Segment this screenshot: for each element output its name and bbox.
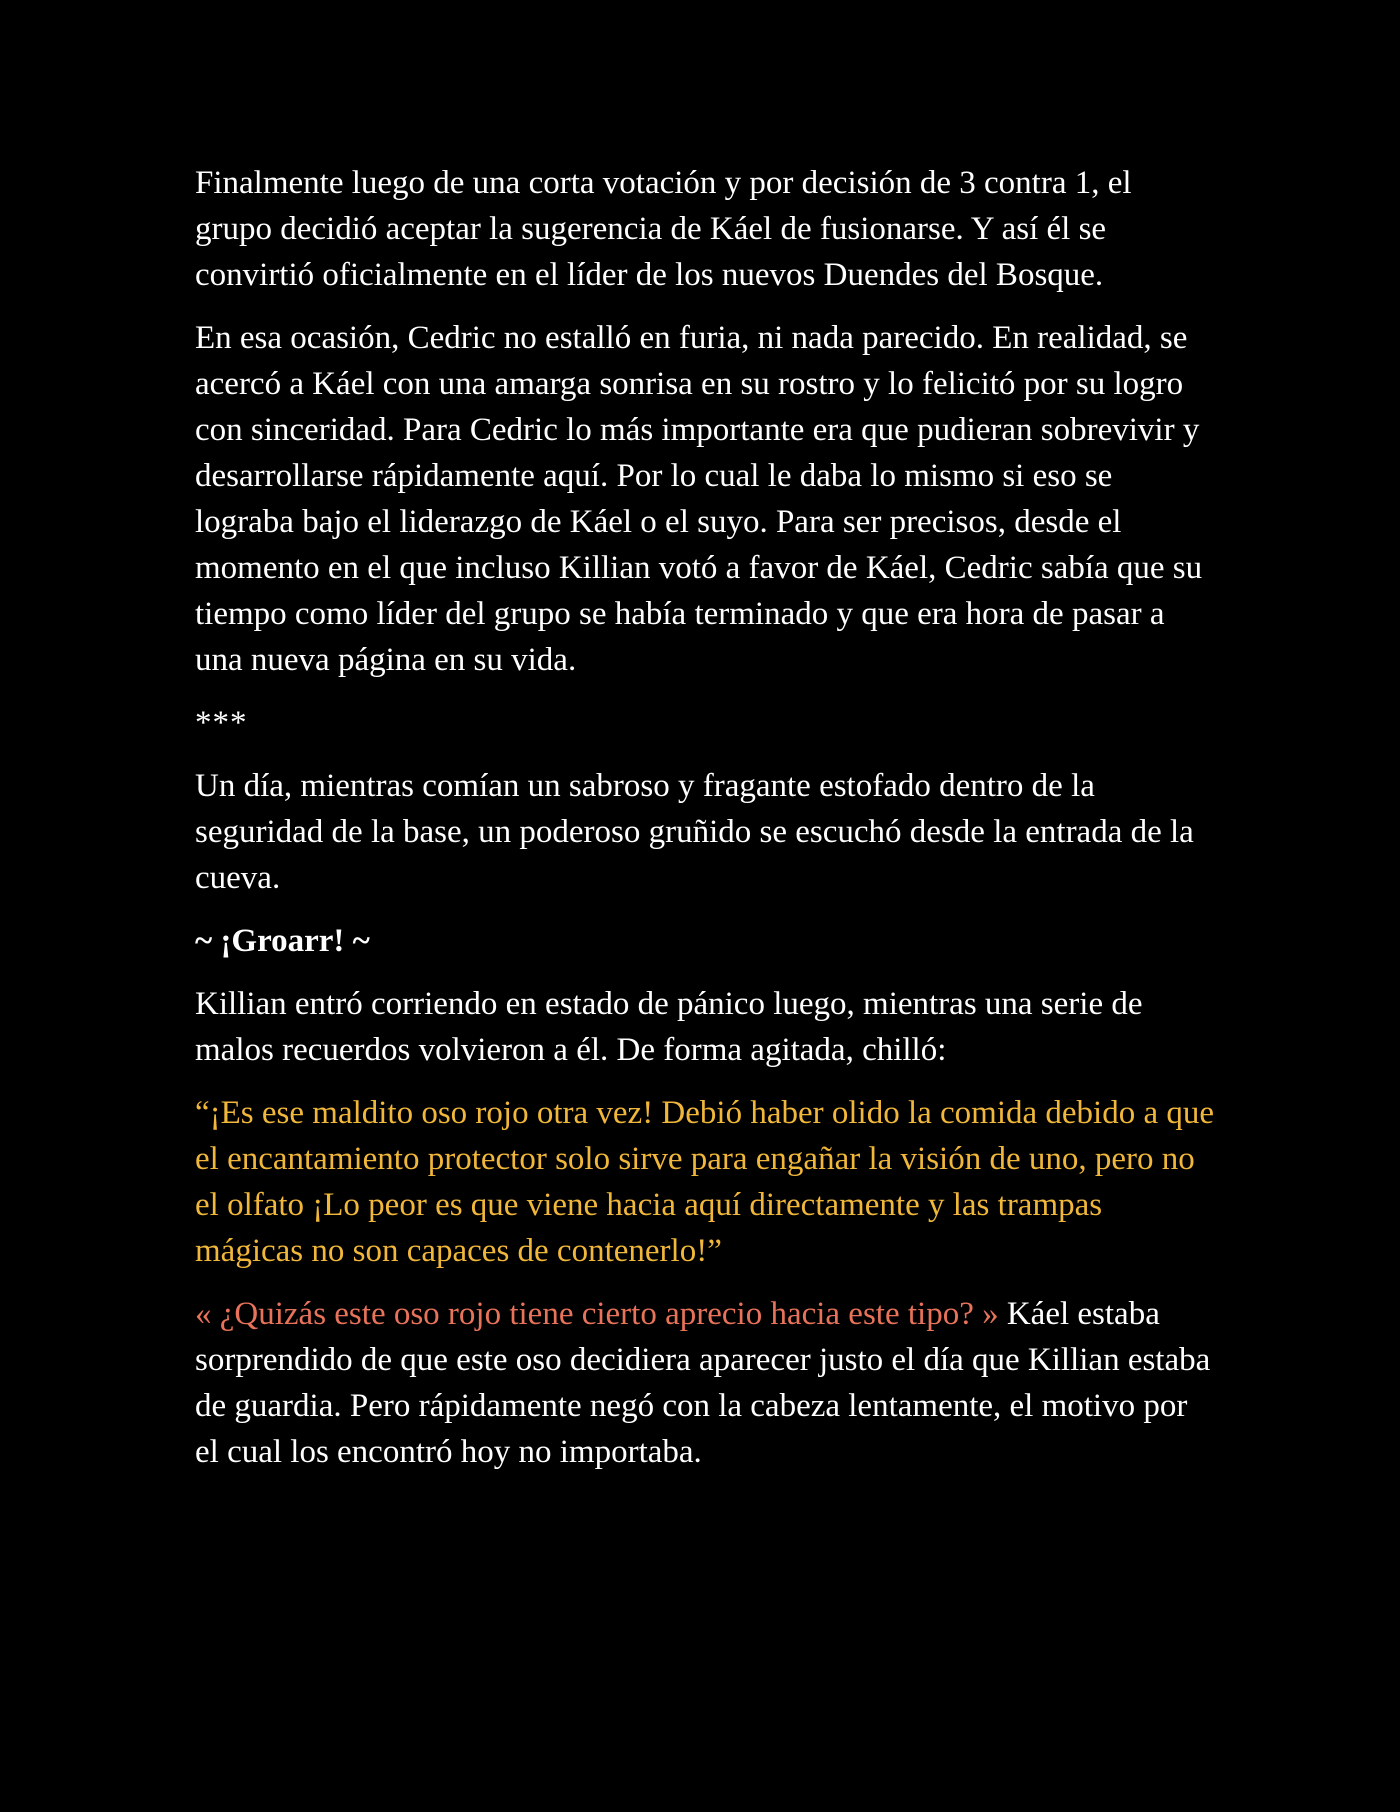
paragraph-vote: Finalmente luego de una corta votación y por decisión de 3 contra 1, el grupo decidió aceptar la sugerencia de Káel de fusionarse. Y así él se convirtió oficialmente en el líder de los nuevos Duendes del Bosque. bbox=[195, 165, 1132, 293]
sound-effect: ~ ¡Groarr! ~ bbox=[195, 923, 370, 959]
paragraph-stew: Un día, mientras comían un sabroso y fragante estofado dentro de la seguridad de la base, un poderoso gruñido se escuchó desde la entrada de la cueva. bbox=[195, 768, 1194, 896]
paragraph-kael bbox=[195, 1291, 1215, 1475]
paragraph-cedric: En esa ocasión, Cedric no estalló en furia, ni nada parecido. En realidad, se acercó a Káel con una amarga sonrisa en su rostro y lo felicitó por su logro con sinceridad. Para Cedric lo más importante era que pudieran sobrevivir y desarrollarse rápidamente aquí. Por lo cual le daba lo mismo si eso se lograba bajo el liderazgo de Káel o el suyo. Para ser precisos, desde el momento en el que incluso Killian votó a favor de Káel, Cedric sabía que su tiempo como líder del grupo se había terminado y que era hora de pasar a una nueva página en su vida. bbox=[195, 320, 1203, 678]
document-page bbox=[195, 160, 1215, 1492]
scene-separator: *** bbox=[195, 705, 248, 741]
paragraph-kael-text: Káel estaba sorprendido de que este oso decidiera aparecer justo el día que Killian estaba de guardia. Pero rápidamente negó con la cabeza lentamente, el motivo por el cual los encontró hoy no importaba. bbox=[195, 1296, 1211, 1470]
paragraph-killian: Killian entró corriendo en estado de pánico luego, mientras una serie de malos recuerdos volvieron a él. De forma agitada, chilló: bbox=[195, 986, 1143, 1068]
dialogue-killian: “¡Es ese maldito oso rojo otra vez! Debió haber olido la comida debido a que el encantamiento protector solo sirve para engañar la visión de uno, pero no el olfato ¡Lo peor es que viene hacia aquí directamente y las trampas mágicas no son capaces de contenerlo!” bbox=[195, 1095, 1215, 1269]
thought-kael: « ¿Quizás este oso rojo tiene cierto aprecio hacia este tipo? » bbox=[195, 1296, 999, 1332]
